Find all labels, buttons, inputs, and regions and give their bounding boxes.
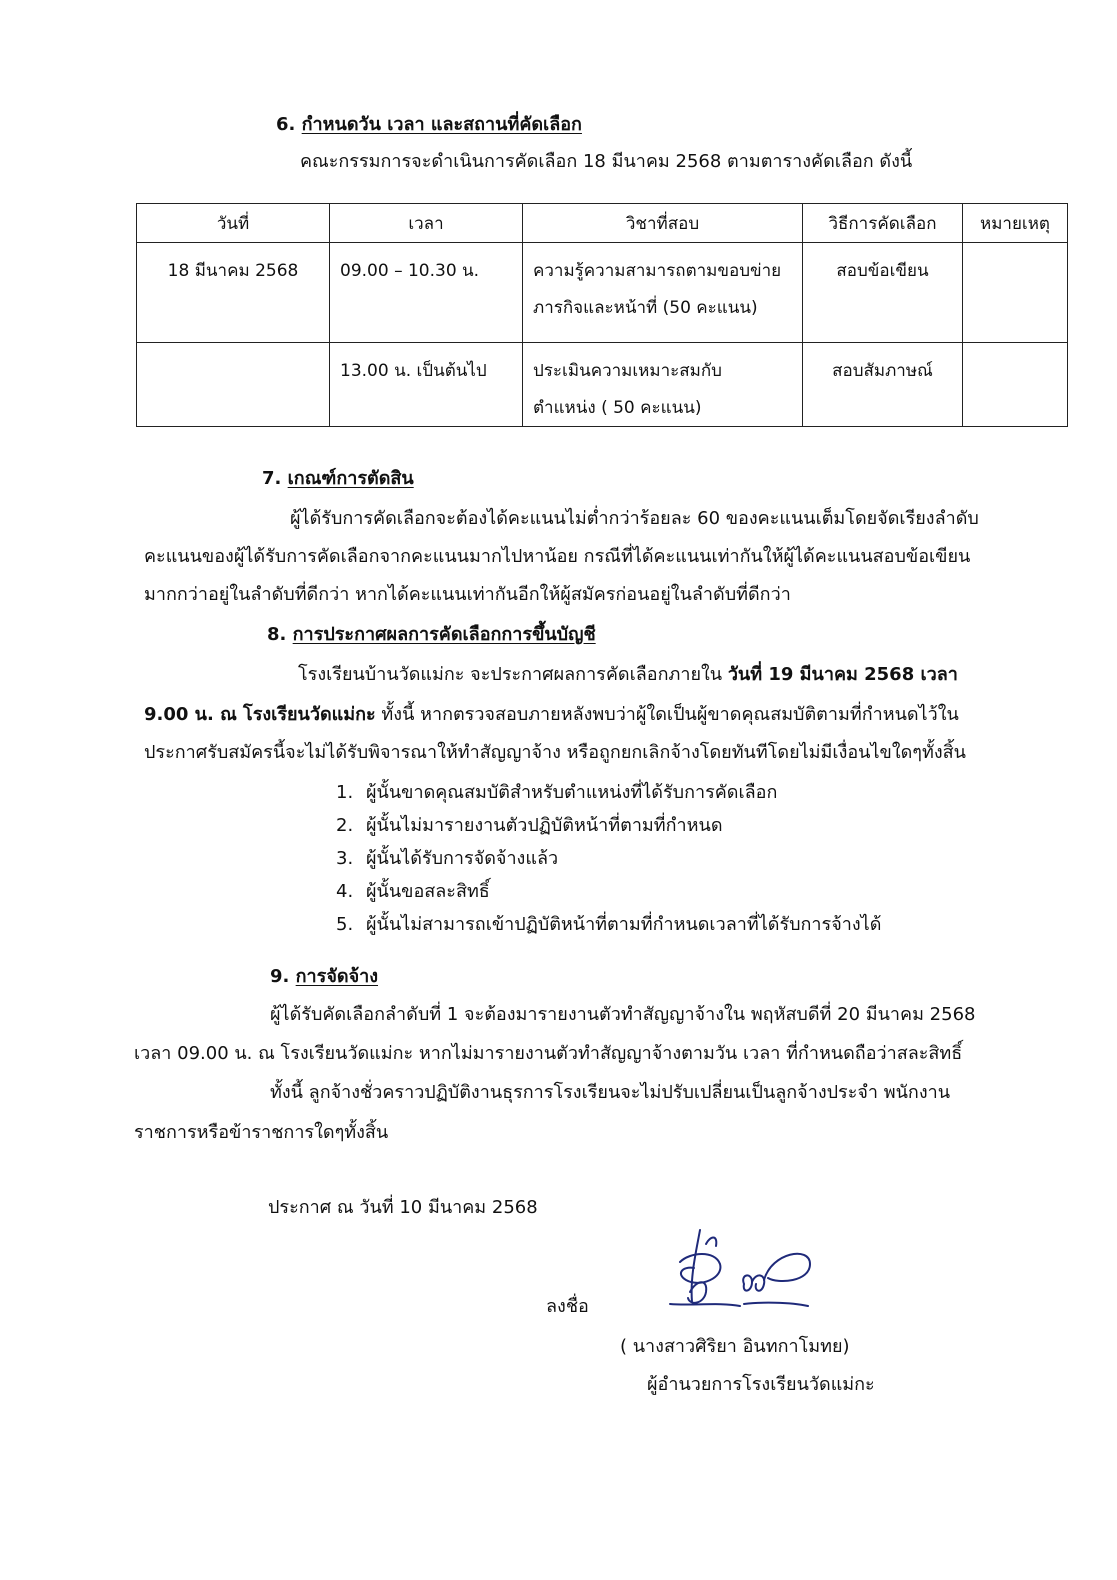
list-item-number: 5. xyxy=(336,914,354,935)
section-9-paragraph-line: ทั้งนี้ ลูกจ้างชั่วคราวปฏิบัติงานธุรการโรงเรียนจะไม่ปรับเปลี่ยนเป็นลูกจ้างประจำ พนักงาน xyxy=(270,1082,951,1103)
section-8-text: โรงเรียนบ้านวัดแม่กะ จะประกาศผลการคัดเลือกภายใน xyxy=(298,664,728,685)
sign-label: ลงชื่อ xyxy=(546,1296,589,1317)
section-9-heading xyxy=(270,966,378,988)
list-item xyxy=(336,848,558,870)
section-6-number: 6. xyxy=(276,114,296,135)
cell-date xyxy=(137,343,330,427)
signer-position: ผู้อำนวยการโรงเรียนวัดแม่กะ xyxy=(647,1374,875,1395)
announcement-time-place: 9.00 น. ณ โรงเรียนวัดแม่กะ xyxy=(144,704,376,725)
table-row xyxy=(137,343,1068,427)
section-9-number: 9. xyxy=(270,966,290,987)
section-8-number: 8. xyxy=(267,624,287,645)
cell-subject-line: ภารกิจและหน้าที่ (50 คะแนน) xyxy=(533,297,758,318)
header-note: หมายเหตุ xyxy=(963,204,1068,243)
section-6-title: กำหนดวัน เวลา และสถานที่คัดเลือก xyxy=(301,114,582,135)
section-8-paragraph-line: ประกาศรับสมัครนี้จะไม่ได้รับพิจารณาให้ทำสัญญาจ้าง หรือถูกยกเลิกจ้างโดยทันทีโดยไม่มีเงื่อนไขใดๆทั้งสิ้น xyxy=(144,742,966,763)
cell-subject-line: ประเมินความเหมาะสมกับ xyxy=(533,361,722,381)
cell-method: สอบสัมภาษณ์ xyxy=(803,343,963,427)
signature-image xyxy=(660,1222,820,1322)
list-item xyxy=(336,914,881,936)
section-8-text: ทั้งนี้ หากตรวจสอบภายหลังพบว่าผู้ใดเป็นผู้ขาดคุณสมบัติตามที่กำหนดไว้ใน xyxy=(375,704,959,725)
section-7-paragraph-line: ผู้ได้รับการคัดเลือกจะต้องได้คะแนนไม่ต่ำกว่าร้อยละ 60 ของคะแนนเต็มโดยจัดเรียงลำดับ xyxy=(290,508,979,529)
section-7-heading xyxy=(262,468,414,490)
cell-time: 13.00 น. เป็นต้นไป xyxy=(330,343,523,427)
list-item-number: 3. xyxy=(336,848,354,869)
list-item-text: ผู้นั้นได้รับการจัดจ้างแล้ว xyxy=(366,848,559,869)
list-item-number: 1. xyxy=(336,782,354,803)
section-9-paragraph-line: เวลา 09.00 น. ณ โรงเรียนวัดแม่กะ หากไม่มารายงานตัวทำสัญญาจ้างตามวัน เวลา ที่กำหนดถือว่าสละสิทธิ์ xyxy=(134,1043,963,1064)
cell-subject-line: ความรู้ความสามารถตามขอบข่าย xyxy=(533,261,782,281)
header-subject: วิชาที่สอบ xyxy=(523,204,803,243)
cell-subject xyxy=(523,343,803,427)
section-6-heading xyxy=(276,114,582,136)
list-item xyxy=(336,815,723,837)
schedule-table xyxy=(136,203,1068,427)
signer-name: ( นางสาวศิริยา อินทกาโมทย) xyxy=(620,1336,850,1357)
announcement-date-line: ประกาศ ณ วันที่ 10 มีนาคม 2568 xyxy=(268,1197,538,1218)
cell-method: สอบข้อเขียน xyxy=(803,243,963,343)
list-item-text: ผู้นั้นขอสละสิทธิ์ xyxy=(366,881,490,902)
cell-date: 18 มีนาคม 2568 xyxy=(137,243,330,343)
section-6-intro: คณะกรรมการจะดำเนินการคัดเลือก 18 มีนาคม 2568 ตามตารางคัดเลือก ดังนี้ xyxy=(300,151,913,172)
list-item-number: 4. xyxy=(336,881,354,902)
list-item xyxy=(336,782,777,804)
section-8-title: การประกาศผลการคัดเลือกการขึ้นบัญชี xyxy=(292,624,596,645)
table-row xyxy=(137,243,1068,343)
section-7-title: เกณฑ์การตัดสิน xyxy=(287,468,414,489)
header-method: วิธีการคัดเลือก xyxy=(803,204,963,243)
cell-note xyxy=(963,343,1068,427)
section-7-paragraph-line: คะแนนของผู้ได้รับการคัดเลือกจากคะแนนมากไปหาน้อย กรณีที่ได้คะแนนเท่ากันให้ผู้ได้คะแนนสอบข้อเขียน xyxy=(144,546,971,567)
section-9-title: การจัดจ้าง xyxy=(295,966,379,987)
section-9-paragraph-line: ผู้ได้รับคัดเลือกลำดับที่ 1 จะต้องมารายงานตัวทำสัญญาจ้างใน พฤหัสบดีที่ 20 มีนาคม 2568 xyxy=(270,1004,976,1025)
section-9-paragraph-line: ราชการหรือข้าราชการใดๆทั้งสิ้น xyxy=(134,1122,389,1143)
announcement-date: วันที่ 19 มีนาคม 2568 เวลา xyxy=(727,664,958,685)
list-item-number: 2. xyxy=(336,815,354,836)
cell-note xyxy=(963,243,1068,343)
section-7-number: 7. xyxy=(262,468,282,489)
cell-subject xyxy=(523,243,803,343)
list-item xyxy=(336,881,490,903)
list-item-text: ผู้นั้นไม่มารายงานตัวปฏิบัติหน้าที่ตามที่กำหนด xyxy=(366,815,723,836)
table-header-row xyxy=(137,204,1068,243)
section-8-heading xyxy=(267,624,596,646)
section-7-paragraph-line: มากกว่าอยู่ในลำดับที่ดีกว่า หากได้คะแนนเท่ากันอีกให้ผู้สมัครก่อนอยู่ในลำดับที่ดีกว่า xyxy=(144,584,791,605)
cell-time: 09.00 – 10.30 น. xyxy=(330,243,523,343)
section-8-paragraph-line xyxy=(144,704,959,726)
header-date: วันที่ xyxy=(137,204,330,243)
cell-subject-line: ตำแหน่ง ( 50 คะแนน) xyxy=(533,397,702,418)
list-item-text: ผู้นั้นไม่สามารถเข้าปฏิบัติหน้าที่ตามที่กำหนดเวลาที่ได้รับการจ้างได้ xyxy=(366,914,882,935)
list-item-text: ผู้นั้นขาดคุณสมบัติสำหรับตำแหน่งที่ได้รับการคัดเลือก xyxy=(366,782,778,803)
section-8-paragraph-line xyxy=(298,664,958,686)
header-time: เวลา xyxy=(330,204,523,243)
